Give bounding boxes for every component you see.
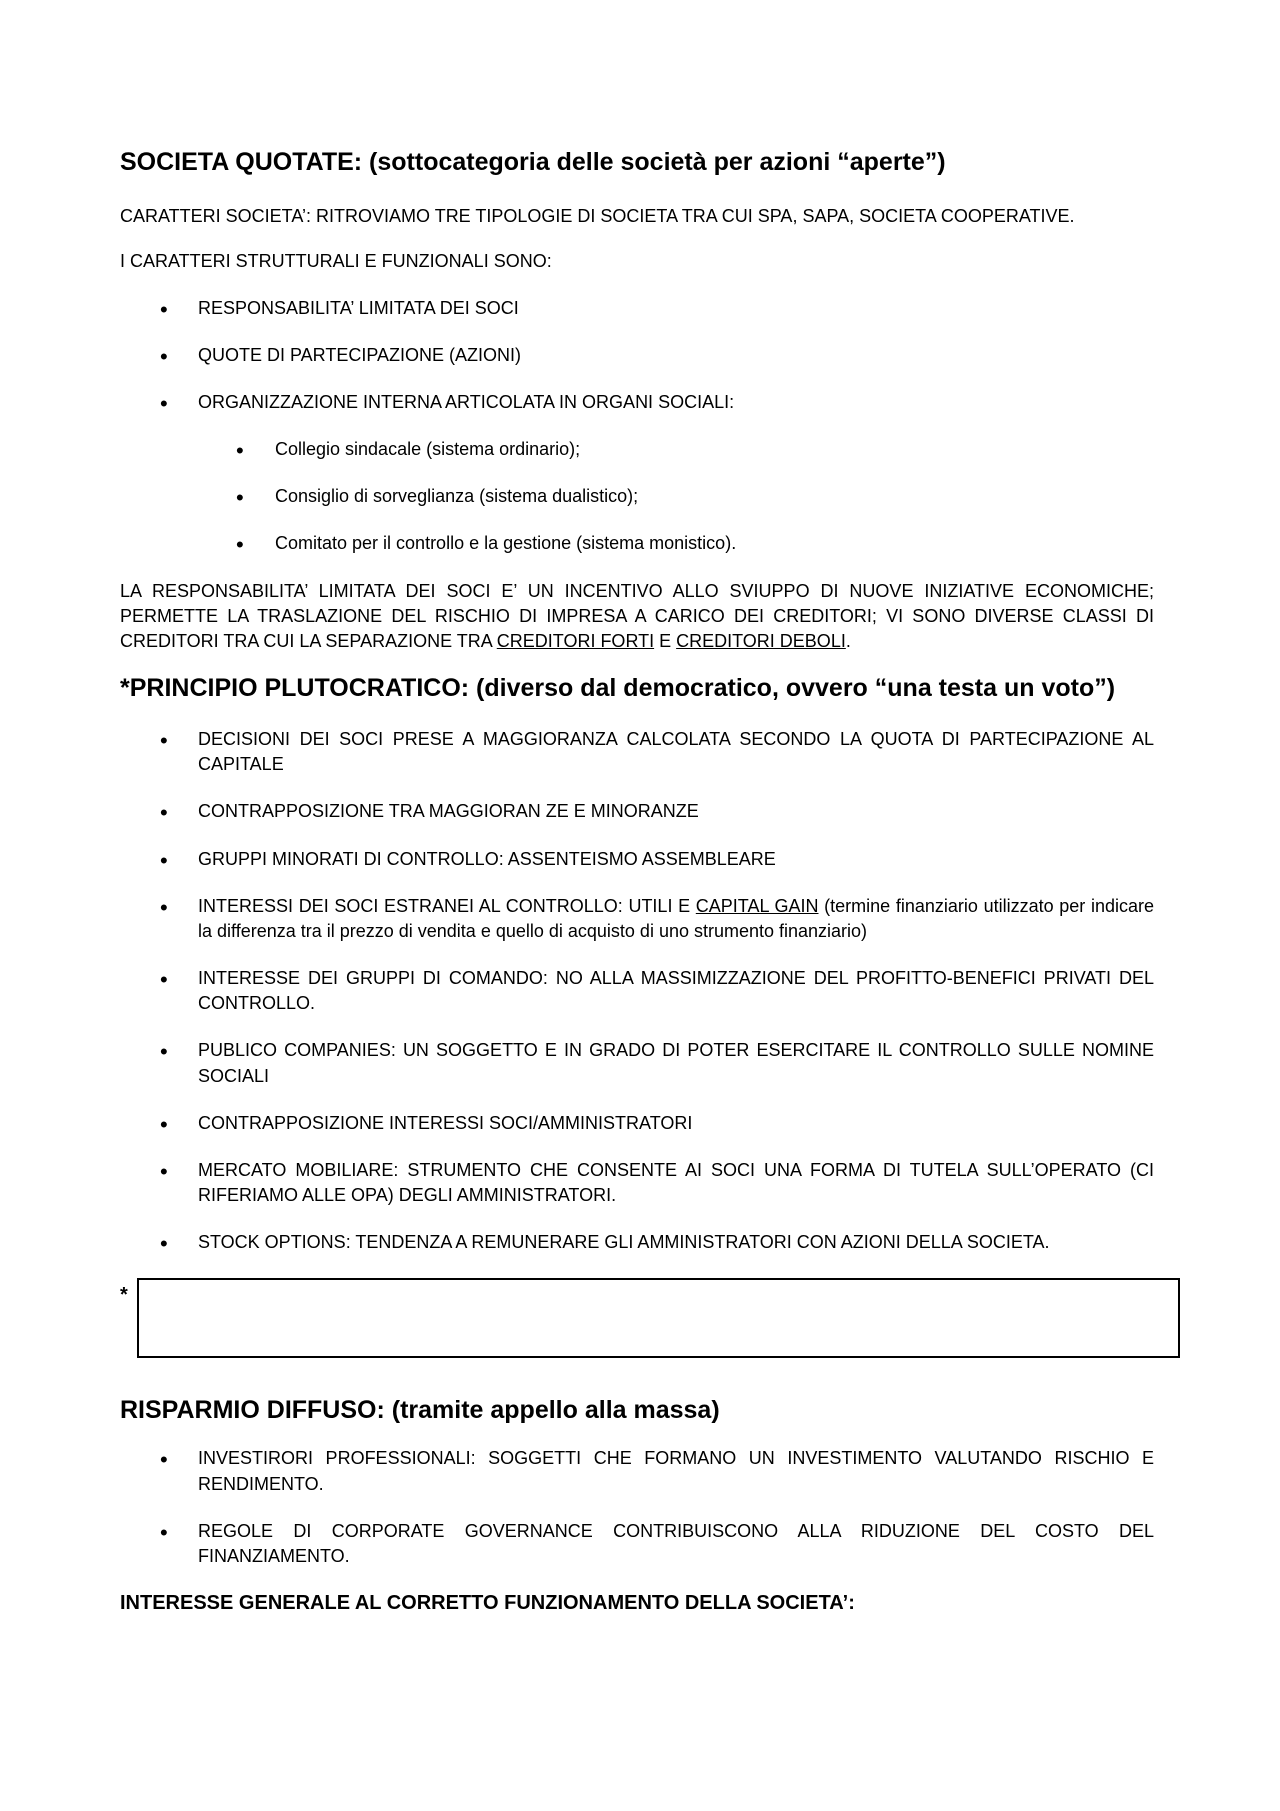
- paragraph-caratteri-strutturali: I CARATTERI STRUTTURALI E FUNZIONALI SONO:: [120, 251, 552, 272]
- document-body: [120, 148, 1154, 1615]
- list-item: • ORGANIZZAZIONE INTERNA ARTICOLATA IN ORGANI SOCIALI:: [120, 390, 1154, 415]
- list-item: • PUBLICO COMPANIES: UN SOGGETTO E IN GRADO DI POTER ESERCITARE IL CONTROLLO SULLE NOMINE SOCIALI: [120, 1038, 1154, 1088]
- list-item: • CONTRAPPOSIZIONE INTERESSI SOCI/AMMINISTRATORI: [120, 1111, 1154, 1136]
- empty-box-footnote: [120, 1278, 1154, 1362]
- list-item: • Collegio sindacale (sistema ordinario);: [120, 437, 1154, 462]
- list-caratteri: [120, 296, 1154, 416]
- list-item: • MERCATO MOBILIARE: STRUMENTO CHE CONSENTE AI SOCI UNA FORMA DI TUTELA SULL’OPERATO (CI RIFERIAMO ALLE OPA) DEGLI AMMINISTRATORI.: [120, 1158, 1154, 1208]
- list-item: • INTERESSI DEI SOCI ESTRANEI AL CONTROLLO: UTILI E CAPITAL GAIN (termine finanziario utilizzato per indicare la differenza tra il prezzo di vendita e quello di acquisto di uno strumento finanziario): [120, 894, 1154, 944]
- footnote-star: *: [120, 1283, 128, 1306]
- heading-risparmio-diffuso: RISPARMIO DIFFUSO: (tramite appello alla massa): [120, 1395, 720, 1424]
- list-item: • INVESTIRORI PROFESSIONALI: SOGGETTI CHE FORMANO UN INVESTIMENTO VALUTANDO RISCHIO E RENDIMENTO.: [120, 1446, 1154, 1496]
- empty-text-box: [137, 1278, 1180, 1358]
- list-item: • INTERESSE DEI GRUPPI DI COMANDO: NO ALLA MASSIMIZZAZIONE DEL PROFITTO-BENEFICI PRIVATI DEL CONTROLLO.: [120, 966, 1154, 1016]
- list-item: • Comitato per il controllo e la gestione (sistema monistico).: [120, 531, 1154, 556]
- underlined-creditori-deboli: CREDITORI DEBOLI: [676, 631, 846, 652]
- list-principio-plutocratico: [120, 727, 1154, 1256]
- list-item: • DECISIONI DEI SOCI PRESE A MAGGIORANZA CALCOLATA SECONDO LA QUOTA DI PARTECIPAZIONE AL CAPITALE: [120, 727, 1154, 777]
- underlined-capital-gain: CAPITAL GAIN: [695, 895, 819, 916]
- list-item: • REGOLE DI CORPORATE GOVERNANCE CONTRIBUISCONO ALLA RIDUZIONE DEL COSTO DEL FINANZIAMENTO.: [120, 1519, 1154, 1569]
- heading-societa-quotate: SOCIETA QUOTATE: (sottocategoria delle società per azioni “aperte”): [120, 148, 946, 176]
- list-item: • CONTRAPPOSIZIONE TRA MAGGIORAN ZE E MINORANZE: [120, 799, 1154, 824]
- paragraph-responsabilita: LA RESPONSABILITA’ LIMITATA DEI SOCI E’ UN INCENTIVO ALLO SVIUPPO DI NUOVE INIZIATIVE ECONOMICHE; PERMETTE LA TRASLAZIONE DEL RISCHIO DI IMPRESA A CARICO DEI CREDITORI; VI SONO DIVERSE CLASSI DI CREDITORI TRA CUI LA SEPARAZIONE TRA CREDITORI FORTI E CREDITORI DEBOLI.: [120, 580, 1154, 652]
- list-item: • STOCK OPTIONS: TENDENZA A REMUNERARE GLI AMMINISTRATORI CON AZIONI DELLA SOCIETA.: [120, 1230, 1154, 1255]
- list-risparmio-diffuso: [120, 1446, 1154, 1569]
- underlined-creditori-forti: CREDITORI FORTI: [496, 631, 655, 652]
- list-item: • GRUPPI MINORATI DI CONTROLLO: ASSENTEISMO ASSEMBLEARE: [120, 847, 1154, 872]
- heading-interesse-generale: INTERESSE GENERALE AL CORRETTO FUNZIONAMENTO DELLA SOCIETA’:: [120, 1592, 855, 1615]
- sublist-organi-sociali: [120, 437, 1154, 557]
- list-item: • RESPONSABILITA’ LIMITATA DEI SOCI: [120, 296, 1154, 321]
- list-item: • Consiglio di sorveglianza (sistema dualistico);: [120, 484, 1154, 509]
- paragraph-caratteri-societa: CARATTERI SOCIETA’: RITROVIAMO TRE TIPOLOGIE DI SOCIETA TRA CUI SPA, SAPA, SOCIETA COOPERATIVE.: [120, 205, 1075, 226]
- list-item: • QUOTE DI PARTECIPAZIONE (AZIONI): [120, 343, 1154, 368]
- heading-principio-plutocratico: *PRINCIPIO PLUTOCRATICO: (diverso dal democratico, ovvero “una testa un voto”): [120, 674, 1116, 703]
